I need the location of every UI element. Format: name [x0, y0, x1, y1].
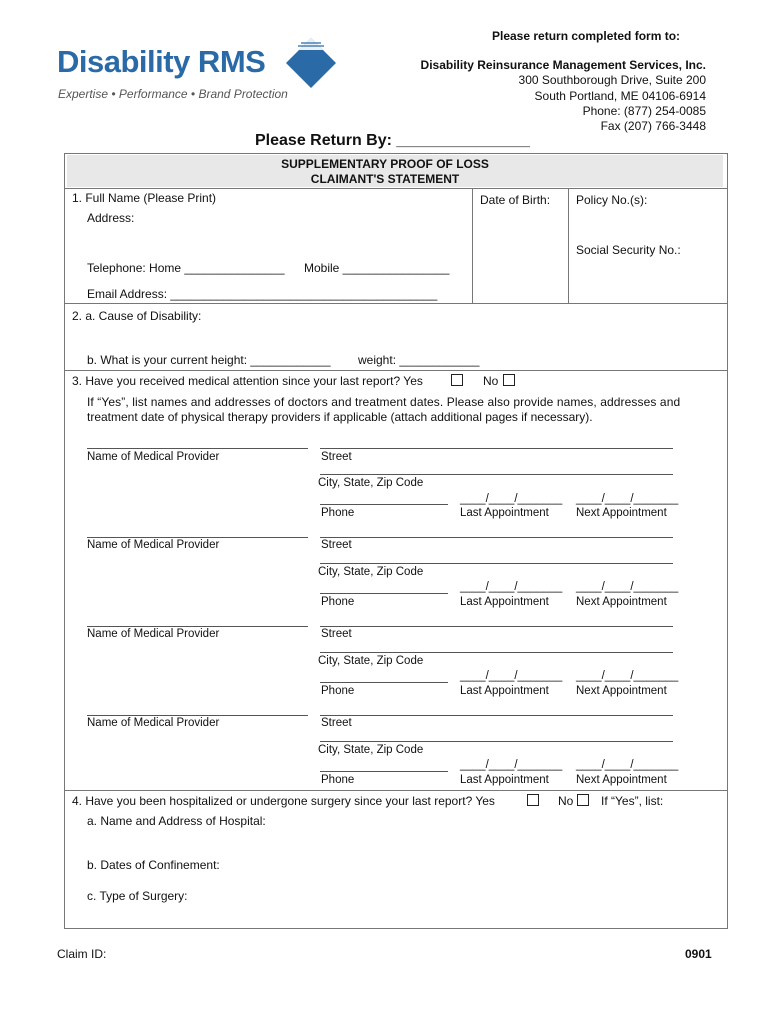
mobile-field[interactable]: Mobile ________________ [304, 261, 450, 275]
next-appointment-field[interactable]: ____/____/_______ [576, 581, 679, 593]
q4-yes-checkbox[interactable] [527, 794, 539, 806]
q3-no-label: No [483, 374, 499, 388]
claim-id-label: Claim ID: [57, 947, 107, 961]
return-by-field[interactable]: Please Return By: _______________ [255, 132, 530, 149]
provider-street-label: Street [321, 451, 352, 463]
hospital-name-label: a. Name and Address of Hospital: [87, 814, 266, 828]
company-phone: Phone: (877) 254-0085 [582, 104, 706, 118]
provider-city-label: City, State, Zip Code [318, 655, 424, 667]
provider-phone-label: Phone [321, 685, 355, 697]
height-field[interactable]: b. What is your current height: ____________ [87, 353, 331, 367]
last-appointment-label: Last Appointment [460, 774, 549, 786]
provider-name-label: Name of Medical Provider [87, 451, 220, 463]
last-appointment-field[interactable]: ____/____/_______ [460, 493, 563, 505]
q4-list-label: If “Yes”, list: [601, 794, 664, 808]
next-appointment-field[interactable]: ____/____/_______ [576, 759, 679, 771]
last-appointment-label: Last Appointment [460, 596, 549, 608]
q3-yes-checkbox[interactable] [451, 374, 463, 386]
address-label: Address: [87, 211, 135, 225]
next-appointment-label: Next Appointment [576, 596, 667, 608]
logo-text: Disability RMS [57, 44, 266, 79]
provider-name-label: Name of Medical Provider [87, 539, 220, 551]
q3-no-checkbox[interactable] [503, 374, 515, 386]
confinement-dates-label: b. Dates of Confinement: [87, 858, 220, 872]
telephone-home-field[interactable]: Telephone: Home _______________ [87, 261, 285, 275]
form-code: 0901 [685, 947, 712, 961]
next-appointment-field[interactable]: ____/____/_______ [576, 670, 679, 682]
q3-note-1: If “Yes”, list names and addresses of doctors and treatment dates. Please also provide names, addresses and [87, 395, 681, 409]
next-appointment-label: Next Appointment [576, 685, 667, 697]
last-appointment-label: Last Appointment [460, 507, 549, 519]
q3-label: 3. Have you received medical attention since your last report? Yes [72, 374, 423, 388]
last-appointment-label: Last Appointment [460, 685, 549, 697]
provider-city-label: City, State, Zip Code [318, 566, 424, 578]
provider-street-label: Street [321, 717, 352, 729]
full-name-label: 1. Full Name (Please Print) [72, 191, 217, 205]
provider-name-label: Name of Medical Provider [87, 717, 220, 729]
provider-city-label: City, State, Zip Code [318, 744, 424, 756]
logo-tagline: Expertise • Performance • Brand Protection [58, 87, 288, 101]
q4-no-label: No [558, 794, 574, 808]
provider-name-label: Name of Medical Provider [87, 628, 220, 640]
ssn-label: Social Security No.: [576, 243, 681, 257]
last-appointment-field[interactable]: ____/____/_______ [460, 581, 563, 593]
form-subtitle: CLAIMANT'S STATEMENT [310, 172, 460, 186]
last-appointment-field[interactable]: ____/____/_______ [460, 759, 563, 771]
company-street: 300 Southborough Drive, Suite 200 [518, 73, 706, 87]
provider-street-label: Street [321, 628, 352, 640]
company-city: South Portland, ME 04106-6914 [534, 89, 706, 103]
surgery-type-label: c. Type of Surgery: [87, 889, 188, 903]
provider-phone-label: Phone [321, 596, 355, 608]
company-fax: Fax (207) 766-3448 [600, 119, 706, 133]
return-heading: Please return completed form to: [492, 29, 681, 43]
provider-phone-label: Phone [321, 507, 355, 519]
weight-field[interactable]: weight: ____________ [358, 353, 480, 367]
policy-label: Policy No.(s): [576, 193, 648, 207]
q3-note-2: treatment date of physical therapy providers if applicable (attach additional pages if necessary). [87, 410, 593, 424]
next-appointment-label: Next Appointment [576, 774, 667, 786]
next-appointment-label: Next Appointment [576, 507, 667, 519]
dob-label: Date of Birth: [480, 193, 551, 207]
provider-street-label: Street [321, 539, 352, 551]
provider-phone-label: Phone [321, 774, 355, 786]
form-title: SUPPLEMENTARY PROOF OF LOSS [281, 157, 489, 171]
provider-city-label: City, State, Zip Code [318, 477, 424, 489]
company-name: Disability Reinsurance Management Services, Inc. [420, 58, 706, 72]
last-appointment-field[interactable]: ____/____/_______ [460, 670, 563, 682]
q4-no-checkbox[interactable] [577, 794, 589, 806]
cause-of-disability-label: 2. a. Cause of Disability: [72, 309, 202, 323]
q4-label: 4. Have you been hospitalized or undergone surgery since your last report? Yes [72, 794, 495, 808]
logo-diamond-icon [284, 36, 338, 90]
email-field[interactable]: Email Address: ________________________________________ [87, 287, 438, 301]
next-appointment-field[interactable]: ____/____/_______ [576, 493, 679, 505]
